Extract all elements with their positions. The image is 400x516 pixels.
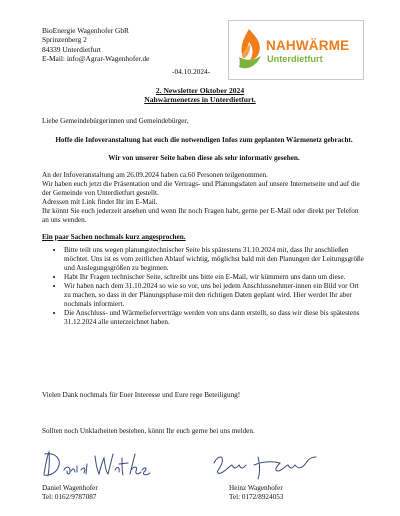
list-item: • Wir haben nach dem 31.10.2024 so wie so vor, uns bei jedem Anschlussnehmer-innen ein Bild vor Ort zu machen, so dass in der Planungsphase mit den richtigen Daten geplant wird. Hier werdet Ihr aber nochmals informiert. — [64, 282, 366, 309]
title-line-1: 2. Newsletter Oktober 2024 — [155, 86, 245, 95]
logo-title: NAHWÄRME — [266, 38, 350, 53]
intro-line: Wir haben euch jetzt die Präsentation und die Vertrags- und Planungsdaten auf unsere Internetseite und auf die der Gemeinde von Unterdietfurt gestellt. — [42, 180, 360, 197]
signatory-phone: Tel: 0172/8924053 — [229, 493, 284, 501]
intro-line: Adressen mit Link findet Ihr im E-Mail. — [42, 198, 158, 206]
sender-email: E-Mail: info@Agrar-Wagenhofer.de — [42, 53, 150, 63]
letter-body — [42, 117, 366, 327]
signature-heinz — [210, 443, 320, 485]
nahwaerme-logo — [228, 20, 364, 80]
section-heading: Ein paar Sachen nochmals kurz angesprochen. — [42, 233, 186, 241]
list-item: • Habt Ihr Fragen technischer Seite, schreibt uns bitte ein E-Mail, wir kümmern uns dann um diese. — [64, 273, 366, 282]
sender-city: 84339 Unterdietfurt — [42, 44, 101, 54]
intro-line: Ihr könnt Sie euch jederzeit ansehen und wenn Ihr noch Fragen habt, gerne per E-Mail oder direkt per Telefon an uns wenden. — [42, 207, 359, 224]
bullet-list — [42, 246, 366, 327]
intro-paragraph — [42, 171, 366, 225]
list-item: • Die Anschluss- und Wärmelieferverträge werden von uns dann erstellt, so dass wir diese bis spätestens 31.12.2024 alle unterzeichnet haben. — [64, 309, 366, 327]
salutation: Liebe Gemeindebürgerinnen und Gemeindebürger, — [42, 117, 189, 125]
sender-address — [42, 26, 149, 63]
signatory-phone: Tel: 0162/9787087 — [42, 493, 97, 501]
flame-leaf-icon — [236, 27, 264, 73]
signatory-name: Heinz Wagenhofer — [229, 484, 283, 492]
signatory-name: Daniel Wagenhofer — [42, 484, 98, 492]
newsletter-title — [0, 86, 400, 105]
thanks-line: Vielen Dank nochmals für Euer Interesse und Eure rege Beteiligung! — [42, 391, 241, 399]
signatory-heinz — [229, 484, 283, 502]
signature-daniel — [40, 444, 160, 484]
letter-date: -04.10.2024- — [172, 67, 211, 76]
signatory-daniel — [42, 484, 98, 502]
contact-line: Sollten noch Unklarheiten bestehen, könnt Ihr euch gerne bei uns melden. — [42, 427, 255, 435]
list-item: • Bitte teilt uns wegen planungstechnischer Seite bis spätestens 31.10.2024 mit, dass Ihr anschließen möchtet. Uns ist es vom zeitlichen Ablauf wichtig, möglichst bald mit den Planungen der Leitungsgröße und Auslegungsgrößen zu beginnen. — [64, 246, 366, 273]
title-line-2: Nahwärmenetzes in Unterdietfurt. — [144, 95, 256, 105]
sender-street: Sprinzenberg 2 — [42, 35, 87, 45]
intro-line: An der Infoveranstaltung am 26.09.2024 haben ca.60 Personen teilgenommen. — [42, 171, 268, 179]
logo-subtitle: Unterdietfurt — [267, 54, 323, 64]
highlight-1: Hoffe die Infoveranstaltung hat euch die notwendigen Infos zum geplanten Wärmenetz gebracht. — [55, 136, 353, 144]
sender-company: BioEnergie Wagenhofer GbR — [42, 26, 129, 35]
highlight-2: Wir von unserer Seite haben diese als sehr informativ gesehen. — [108, 154, 300, 162]
